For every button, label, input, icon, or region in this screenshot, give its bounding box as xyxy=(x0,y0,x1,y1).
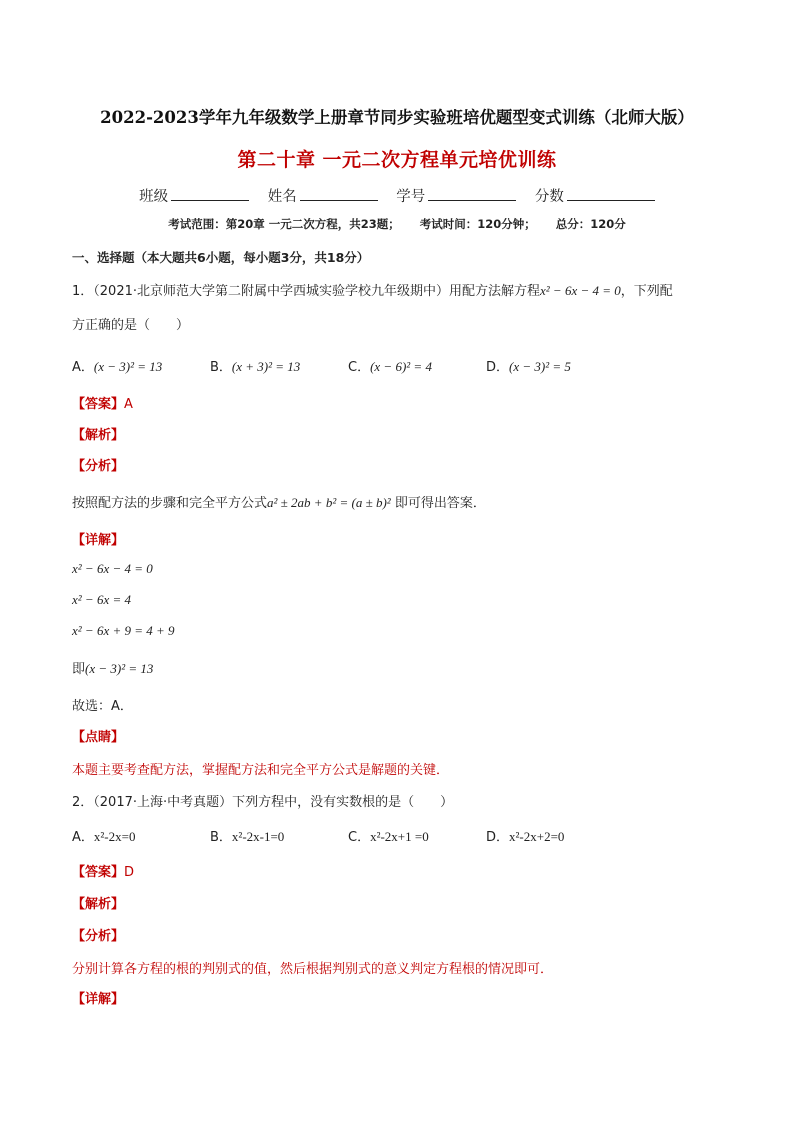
q1-dianjing-text: 本题主要考查配方法，掌握配方法和完全平方公式是解题的关键． xyxy=(72,763,450,778)
name-field[interactable]: 姓名 xyxy=(268,185,378,206)
q1-step-3: x² − 6x + 9 = 4 + 9 xyxy=(72,623,175,638)
section-heading: 一、选择题（本大题共6小题，每小题3分，共18分） xyxy=(72,250,370,265)
q1-stem-line2: 方正确的是（ ） xyxy=(72,318,190,333)
q1-result: 即(x − 3)² = 13 xyxy=(72,661,154,677)
student-info-row xyxy=(0,185,794,206)
q1-xiangjie-tag: 【详解】 xyxy=(72,533,125,548)
exam-range: 考试范围：第20章 一元二次方程，共23题； xyxy=(168,217,400,231)
q2-option-a[interactable]: A．x²-2x=0 xyxy=(72,829,136,845)
q1-stem-line1: 1．（2021·北京师范大学第二附属中学西城实验学校九年级期中）用配方法解方程x² − 6x − 4 = 0，下列配 xyxy=(72,283,673,299)
q1-step-2: x² − 6x = 4 xyxy=(72,592,131,607)
q2-jiexi-tag: 【解析】 xyxy=(72,897,125,912)
q2-option-b[interactable]: B．x²-2x-1=0 xyxy=(210,829,285,845)
exam-total-score: 总分：120分 xyxy=(555,217,626,231)
q2-option-d[interactable]: D．x²-2x+2=0 xyxy=(486,829,565,845)
q2-stem: 2．（2017·上海·中考真题）下列方程中，没有实数根的是（ ） xyxy=(72,795,454,810)
q2-xiangjie-tag: 【详解】 xyxy=(72,992,125,1007)
exam-time: 考试时间：120分钟； xyxy=(419,217,536,231)
q1-jiexi-tag: 【解析】 xyxy=(72,428,125,443)
q1-answer: 【答案】A xyxy=(72,397,133,412)
q1-fenxi-text: 按照配方法的步骤和完全平方公式a² ± 2ab + b² = (a ± b)² 即可得出答案． xyxy=(72,495,486,511)
q1-option-b[interactable]: B．(x + 3)² = 13 xyxy=(210,359,301,375)
q2-answer: 【答案】D xyxy=(72,865,135,880)
student-id-field[interactable]: 学号 xyxy=(396,185,516,206)
exam-scope xyxy=(0,216,794,232)
score-field[interactable]: 分数 xyxy=(535,185,655,206)
q1-option-a[interactable]: A．(x − 3)² = 13 xyxy=(72,359,163,375)
q2-option-c[interactable]: C．x²-2x+1 =0 xyxy=(348,829,429,845)
q1-conclusion: 故选：A． xyxy=(72,699,133,714)
q2-fenxi-tag: 【分析】 xyxy=(72,929,125,944)
q1-step-1: x² − 6x − 4 = 0 xyxy=(72,561,153,576)
q1-option-d[interactable]: D．(x − 3)² = 5 xyxy=(486,359,571,375)
chapter-title: 第二十章 一元二次方程单元培优训练 xyxy=(237,149,557,171)
q1-dianjing-tag: 【点睛】 xyxy=(72,730,125,745)
q1-equation: x² − 6x − 4 = 0 xyxy=(540,283,621,298)
q2-fenxi-text: 分别计算各方程的根的判别式的值，然后根据判别式的意义判定方程根的情况即可． xyxy=(72,962,554,977)
class-field[interactable]: 班级 xyxy=(139,185,249,206)
q1-fenxi-tag: 【分析】 xyxy=(72,459,125,474)
document-title: 2022-2023学年九年级数学上册章节同步实验班培优题型变式训练（北师大版） xyxy=(100,108,694,127)
q1-option-c[interactable]: C．(x − 6)² = 4 xyxy=(348,359,432,375)
perfect-square-formula: a² ± 2ab + b² = (a ± b)² xyxy=(267,495,391,510)
